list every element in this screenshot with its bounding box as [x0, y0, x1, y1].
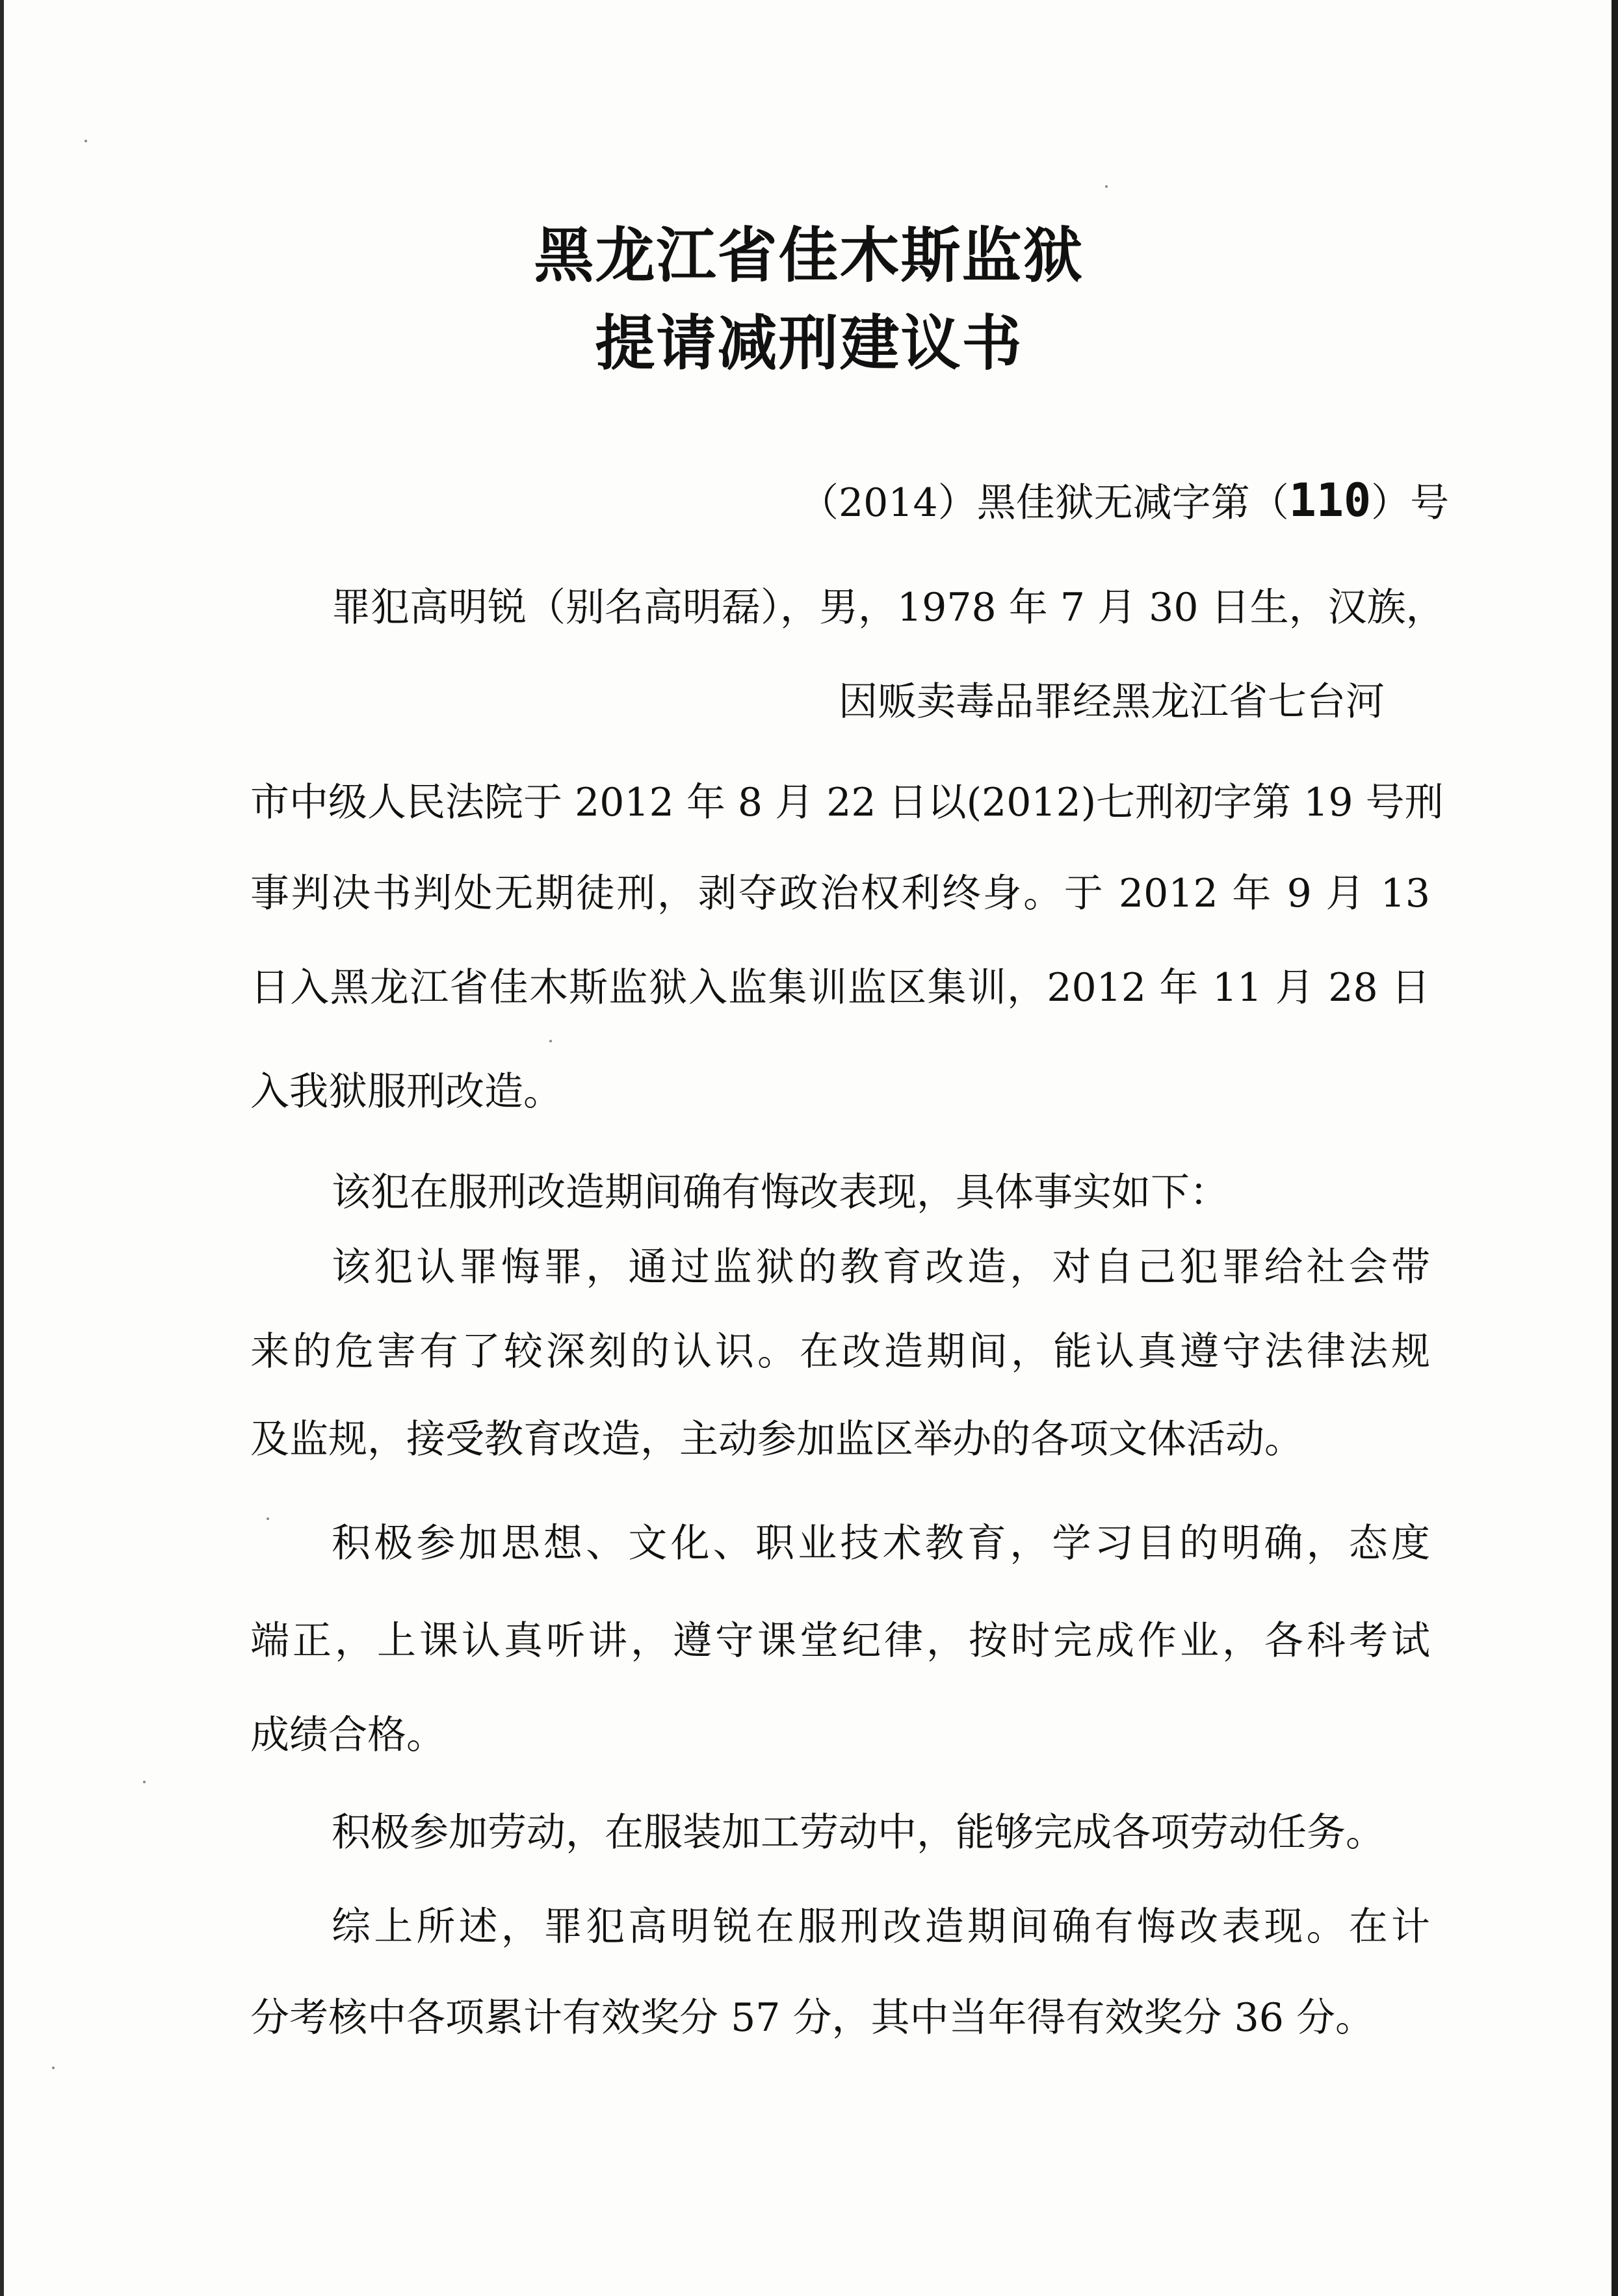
paragraph-line: 成绩合格。 [250, 1712, 445, 1758]
paragraph-line: 来的危害有了较深刻的认识。在改造期间，能认真遵守法律法规 [250, 1329, 1430, 1374]
document-number-prefix: （2014）黑佳狱无减字第（ [800, 480, 1289, 526]
paragraph-line: 分考核中各项累计有效奖分 57 分，其中当年得有效奖分 36 分。 [250, 1995, 1374, 2041]
paragraph-line: 罪犯高明锐（别名高明磊），男，1978 年 7 月 30 日生，汉族， [332, 585, 1445, 630]
paragraph-line: 综上所述，罪犯高明锐在服刑改造期间确有悔改表现。在计 [332, 1904, 1430, 1950]
paragraph-line: 该犯在服刑改造期间确有悔改表现，具体事实如下： [332, 1170, 1229, 1215]
paragraph-line: 日入黑龙江省佳木斯监狱入监集训监区集训，2012 年 11 月 28 日 [250, 965, 1430, 1011]
paragraph-line: 积极参加思想、文化、职业技术教育，学习目的明确，态度 [332, 1521, 1430, 1566]
document-number [800, 474, 1450, 527]
scan-speck [143, 1781, 146, 1783]
document-number-value: 110 [1288, 474, 1372, 527]
scan-speck [1105, 185, 1108, 188]
paragraph-line: 积极参加劳动，在服装加工劳动中，能够完成各项劳动任务。 [332, 1810, 1385, 1855]
paragraph-line: 端正，上课认真听讲，遵守课堂纪律，按时完成作业，各科考试 [250, 1618, 1430, 1664]
scan-speck [85, 140, 87, 142]
paragraph-line: 因贩卖毒品罪经黑龙江省七台河 [839, 679, 1385, 725]
document-number-suffix: ）号 [1371, 480, 1450, 526]
document-title-line1: 黑龙江省佳木斯监狱 [534, 220, 1084, 290]
paragraph-line: 及监规，接受教育改造，主动参加监区举办的各项文体活动。 [250, 1417, 1303, 1462]
document-title-line2: 提请减刑建议书 [595, 308, 1023, 378]
paragraph-line: 市中级人民法院于 2012 年 8 月 22 日以(2012)七刑初字第 19 号刑 [250, 780, 1444, 825]
paragraph-line: 入我狱服刑改造。 [250, 1069, 562, 1115]
scan-speck [267, 1517, 269, 1520]
scan-speck [52, 2067, 55, 2069]
scan-speck [549, 1040, 552, 1042]
paragraph-line: 该犯认罪悔罪，通过监狱的教育改造，对自己犯罪给社会带 [332, 1245, 1430, 1290]
paragraph-line: 事判决书判处无期徒刑，剥夺政治权利终身。于 2012 年 9 月 13 [250, 871, 1430, 916]
